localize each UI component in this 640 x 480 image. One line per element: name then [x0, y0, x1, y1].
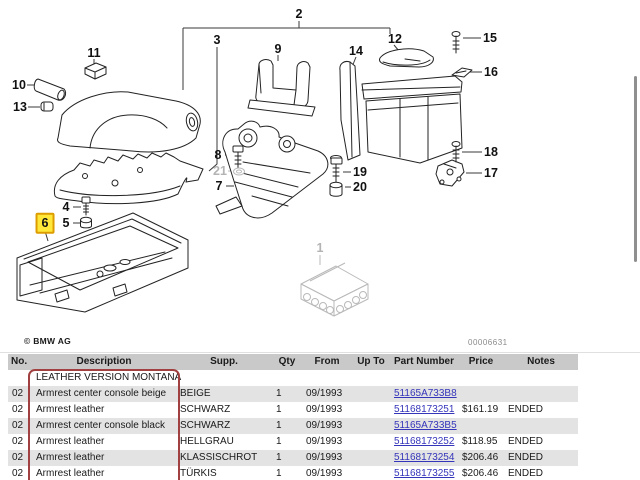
callout-17[interactable]: 17 — [484, 165, 498, 180]
callout-20[interactable]: 20 — [353, 179, 367, 194]
cell-supp: HELLGRAU — [180, 436, 234, 447]
vertical-scrollbar-thumb[interactable] — [634, 76, 637, 262]
column-header-notes: Notes — [504, 354, 578, 370]
part-number-link[interactable]: 51168173252 — [394, 436, 455, 447]
table-row — [8, 386, 578, 402]
screw-part-15 — [452, 32, 460, 54]
callout-19[interactable]: 19 — [353, 164, 367, 179]
cell-notes — [504, 386, 578, 402]
cell-from: 09/1993 — [306, 404, 343, 415]
cell-supp: SCHWARZ — [176, 418, 272, 434]
table-header-row — [8, 354, 578, 370]
cell-price — [458, 386, 504, 402]
cell-part-number — [390, 418, 458, 434]
cell-description: Armrest center console black — [32, 418, 176, 434]
cell-description: Armrest center console beige — [32, 386, 176, 402]
cell-supp: KLASSISCHROT — [176, 450, 272, 466]
callout-8[interactable]: 8 — [214, 147, 222, 162]
mount-bracket-drawing — [436, 160, 464, 186]
cell-price: $161.19 — [462, 404, 499, 415]
cell-notes: ENDED — [508, 436, 544, 447]
callout-10[interactable]: 10 — [12, 77, 26, 92]
cell-from: 09/1993 — [302, 386, 352, 402]
cell-qty: 1 — [272, 386, 302, 402]
cell-price: $118.95 — [462, 436, 498, 447]
callout-9[interactable]: 9 — [274, 41, 282, 56]
callout-13[interactable]: 13 — [13, 99, 27, 114]
table-row — [8, 418, 578, 434]
cell-no: 02 — [12, 404, 24, 415]
cell-part-number — [390, 402, 458, 418]
cell-from: 09/1993 — [302, 418, 352, 434]
cell-description: Armrest leather — [36, 436, 105, 447]
part-number-link[interactable]: 51165A733B5 — [394, 420, 457, 431]
cell-notes: ENDED — [504, 450, 578, 466]
column-header-up-to: Up To — [352, 354, 390, 370]
callout-18[interactable]: 18 — [484, 144, 498, 159]
column-header-description: Description — [32, 354, 176, 370]
table-row — [8, 466, 578, 480]
callout-7[interactable]: 7 — [215, 178, 223, 193]
callout-3[interactable]: 3 — [213, 32, 221, 47]
cell-no: 02 — [12, 436, 24, 447]
part-number-link[interactable]: 51168173255 — [394, 468, 455, 479]
cell-no: 02 — [8, 450, 32, 466]
parts-box-drawing — [301, 263, 368, 316]
part-number-link[interactable]: 51168173251 — [394, 404, 455, 415]
cell-description: Armrest leather — [32, 450, 176, 466]
armrest-base-frame-drawing — [54, 153, 203, 204]
bolt-part-4 — [82, 197, 90, 215]
cell-no: 02 — [8, 418, 32, 434]
cell-part-number — [390, 466, 458, 480]
pin-part — [34, 79, 65, 101]
cell-qty: 1 — [272, 418, 302, 434]
cell-supp: BEIGE — [176, 386, 272, 402]
cell-from: 09/1993 — [302, 450, 352, 466]
group-header-row — [8, 370, 578, 386]
table-row — [8, 434, 578, 450]
callout-2[interactable]: 2 — [295, 6, 303, 21]
cell-no: 02 — [12, 468, 24, 479]
cell-up-to — [352, 434, 390, 450]
cell-description: Armrest leather — [36, 468, 105, 479]
cell-supp: TÜRKIS — [180, 468, 217, 479]
cell-no — [8, 370, 32, 386]
cell-notes: ENDED — [508, 468, 544, 479]
cell-part-number — [390, 386, 458, 402]
callout-15[interactable]: 15 — [483, 30, 497, 45]
callout-21[interactable]: 21 — [213, 163, 227, 178]
cell-description: Armrest leather — [36, 404, 105, 415]
cell-part-number — [390, 434, 458, 450]
callout-16[interactable]: 16 — [484, 64, 498, 79]
screw-part-18 — [452, 142, 460, 163]
column-header-part-number: Part Number — [390, 354, 458, 370]
cell-up-to — [352, 386, 390, 402]
callout-11[interactable]: 11 — [87, 45, 101, 60]
callout-1[interactable]: 1 — [316, 240, 324, 255]
cell-price — [458, 418, 504, 434]
cell-no: 02 — [8, 386, 32, 402]
cell-qty: 1 — [276, 468, 282, 479]
column-header-no-: No. — [8, 354, 32, 370]
table-top-divider — [0, 352, 640, 353]
rear-console-drawing — [340, 61, 462, 163]
washer-part-21 — [234, 168, 245, 175]
nut-part-5 — [81, 217, 92, 228]
parts-drawings — [17, 32, 472, 313]
hinge-bracket-drawing — [216, 121, 328, 218]
cell-notes — [504, 418, 578, 434]
parts-table — [8, 354, 578, 480]
clip-part — [85, 63, 106, 79]
cell-up-to — [352, 466, 390, 480]
table-row — [8, 450, 578, 466]
table-row — [8, 402, 578, 418]
cell-price: $206.46 — [462, 468, 499, 479]
callout-6[interactable]: 6 — [36, 213, 55, 234]
bolt-part-19 — [331, 156, 343, 183]
cell-from: 09/1993 — [306, 468, 343, 479]
cell-up-to — [352, 450, 390, 466]
cell-up-to — [352, 418, 390, 434]
cell-price: $206.46 — [458, 450, 504, 466]
cell-qty: 1 — [276, 436, 282, 447]
cell-part-number — [390, 450, 458, 466]
support-bracket-drawing — [248, 60, 315, 116]
part-number-link[interactable]: 51168173254 — [394, 452, 455, 463]
callout-5[interactable]: 5 — [62, 215, 70, 230]
nut-part-20 — [330, 182, 342, 196]
cell-qty: 1 — [272, 450, 302, 466]
armrest-lid-drawing — [58, 92, 201, 152]
callout-14[interactable]: 14 — [349, 43, 363, 58]
callout-4[interactable]: 4 — [62, 199, 70, 214]
cell-up-to — [352, 402, 390, 418]
column-header-price: Price — [458, 354, 504, 370]
drawing-number: 00006631 — [468, 338, 508, 347]
cap-part — [41, 102, 53, 111]
cell-from: 09/1993 — [306, 436, 343, 447]
column-header-from: From — [302, 354, 352, 370]
callout-12[interactable]: 12 — [388, 31, 402, 46]
cell-supp: SCHWARZ — [180, 404, 231, 415]
column-header-supp-: Supp. — [176, 354, 272, 370]
rear-lid-drawing — [379, 49, 433, 67]
part-number-link[interactable]: 51165A733B8 — [394, 388, 457, 399]
cell-qty: 1 — [276, 404, 282, 415]
column-header-qty: Qty — [272, 354, 302, 370]
bmw-copyright: © BMW AG — [24, 336, 72, 346]
group-header-label: LEATHER VERSION MONTANA — [36, 372, 182, 383]
flat-clip-part — [452, 68, 472, 77]
cell-notes: ENDED — [508, 404, 544, 415]
